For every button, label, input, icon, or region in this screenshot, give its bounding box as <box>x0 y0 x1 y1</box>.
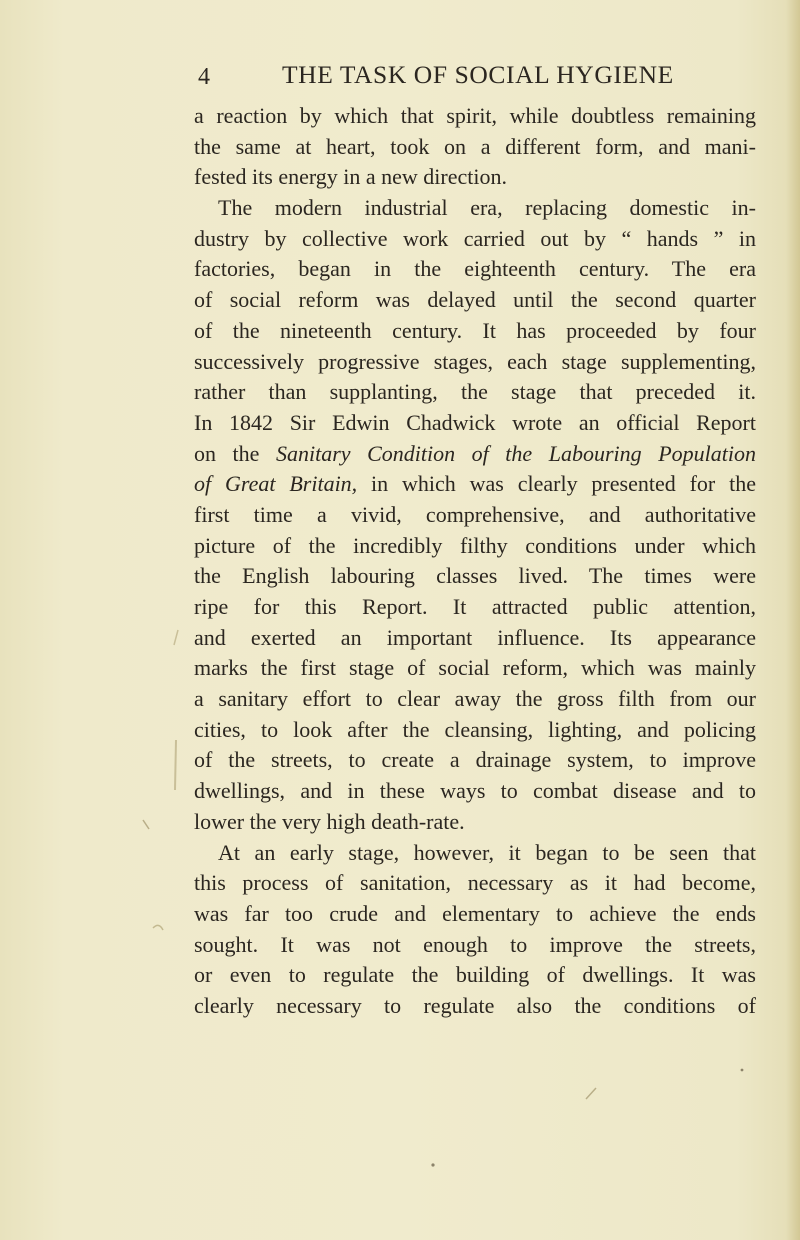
text-line: the English labouring classes lived. The times were <box>194 563 756 589</box>
text-line: cities, to look after the cleansing, lighting, and policing <box>194 716 756 742</box>
text-line: a reaction by which that spirit, while doubtless remaining <box>194 103 756 128</box>
text-line: ripe for this Report. It attracted public attention, <box>194 594 756 619</box>
text-line <box>194 439 756 470</box>
text-line: of the streets, to create a drainage system, to improve <box>194 747 756 773</box>
running-title: THE TASK OF SOCIAL HYGIENE <box>282 60 674 89</box>
page-number: 4 <box>198 64 210 90</box>
text-run: in which was clearly presented for the <box>357 471 756 497</box>
margin-mark <box>143 820 149 829</box>
body-text <box>194 101 756 1022</box>
text-line: first time a vivid, comprehensive, and authoritative <box>194 501 756 527</box>
text-line: dwellings, and in these ways to combat disease and to <box>194 778 756 804</box>
text-line: In 1842 Sir Edwin Chadwick wrote an official Report <box>194 409 756 435</box>
text-line: successively progressive stages, each stage supplementing, <box>194 348 756 374</box>
text-line: fested its energy in a new direction. <box>194 164 507 190</box>
text-line: of the nineteenth century. It has proceeded by four <box>194 317 756 343</box>
text-line: marks the first stage of social reform, which was mainly <box>194 655 756 681</box>
report-title-italic: of Great Britain, <box>194 471 358 497</box>
text-line: and exerted an important influence. Its appearance <box>194 624 756 650</box>
text-line: picture of the incredibly filthy conditions under which <box>194 532 756 558</box>
margin-mark <box>431 1163 434 1166</box>
text-line: The modern industrial era, replacing domestic in- <box>218 195 756 221</box>
text-line: lower the very high death-rate. <box>194 808 465 834</box>
text-line: this process of sanitation, necessary as it had become, <box>194 870 756 896</box>
report-title-italic: Sanitary Condition of the Labouring Population <box>275 440 756 466</box>
margin-mark <box>174 630 178 645</box>
text-line: dustry by collective work carried out by “ hands ” in <box>194 225 756 251</box>
margin-mark <box>175 740 176 790</box>
text-line: or even to regulate the building of dwellings. It was <box>194 962 756 988</box>
text-line: clearly necessary to regulate also the conditions of <box>194 992 756 1018</box>
text-line: of social reform was delayed until the second quarter <box>194 287 756 313</box>
text-line: sought. It was not enough to improve the streets, <box>194 931 756 957</box>
page-edge-shadow <box>786 0 800 1240</box>
text-line: the same at heart, took on a different form, and mani- <box>194 133 756 159</box>
text-line <box>194 469 756 500</box>
text-line: At an early stage, however, it began to be seen that <box>218 839 756 865</box>
margin-mark <box>741 1069 744 1072</box>
text-line: factories, began in the eighteenth century. The era <box>194 256 756 282</box>
margin-mark <box>586 1088 596 1099</box>
text-run: on the <box>194 440 276 466</box>
text-line: a sanitary effort to clear away the gross filth from our <box>194 686 756 712</box>
text-line: rather than supplanting, the stage that preceded it. <box>194 379 756 405</box>
running-head <box>170 60 750 96</box>
margin-mark <box>153 925 163 930</box>
text-line: was far too crude and elementary to achieve the ends <box>194 900 756 926</box>
